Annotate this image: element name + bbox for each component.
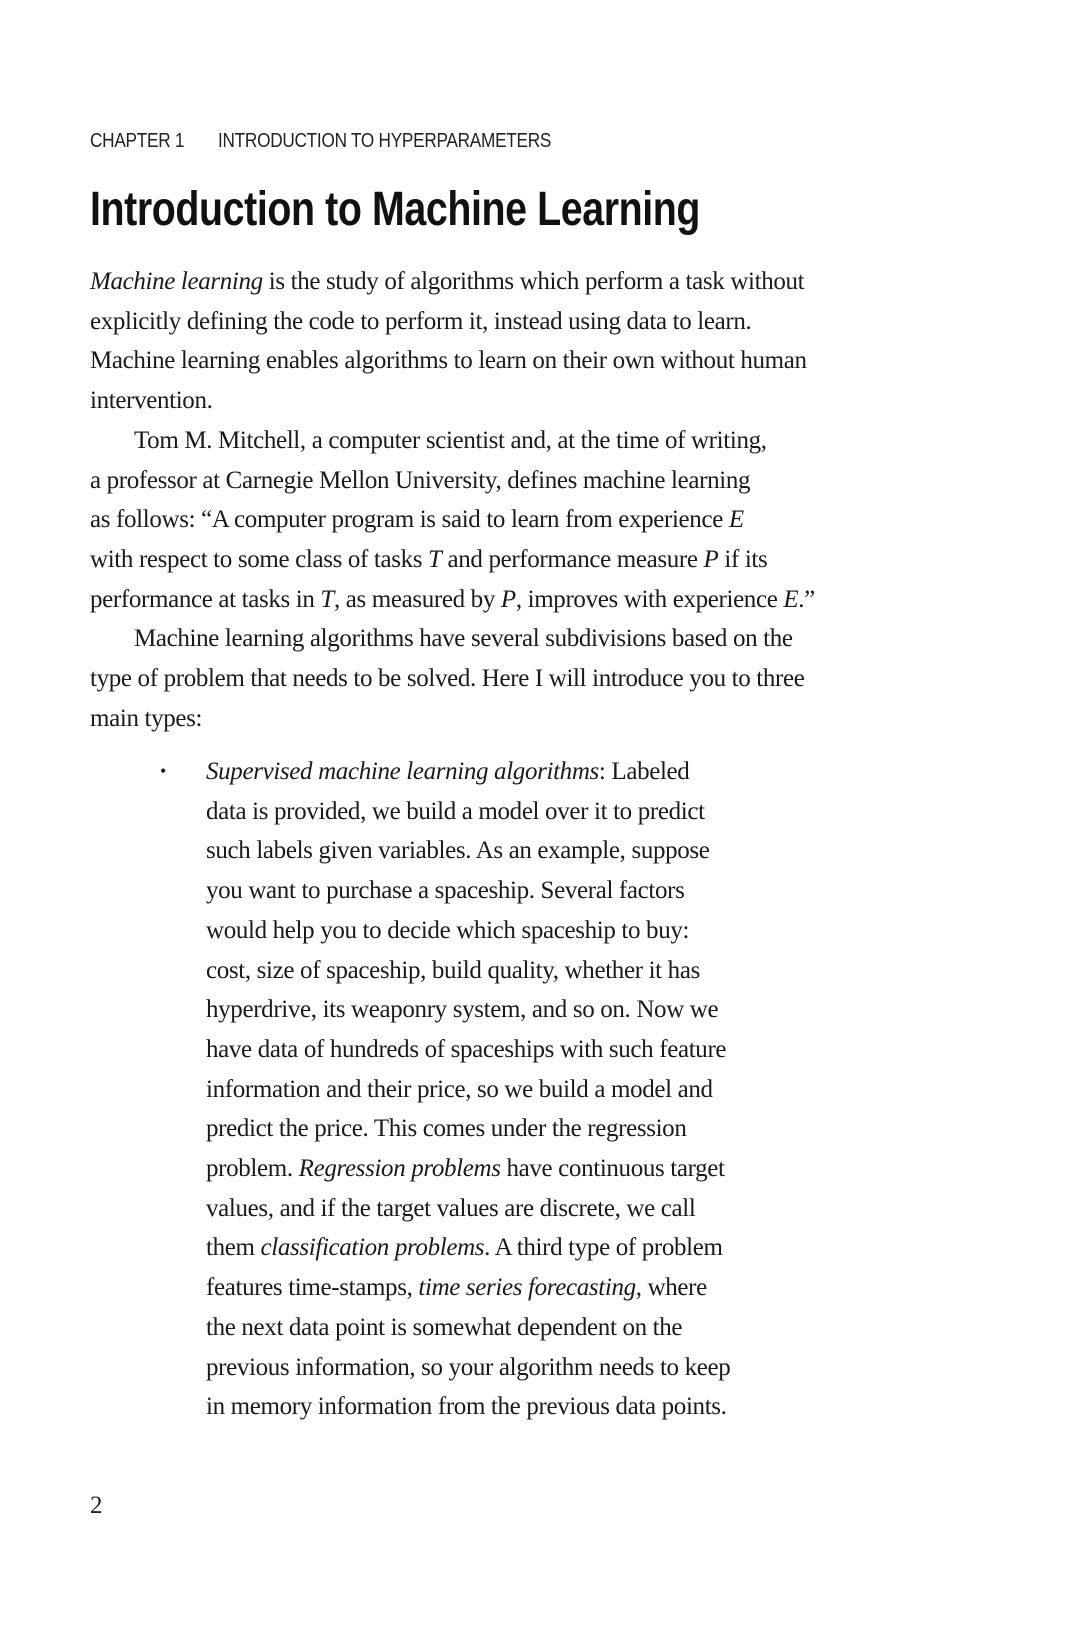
list-item-supervised-learning bbox=[160, 752, 860, 1427]
text-line: hyperdrive, its weaponry system, and so on. Now we bbox=[206, 996, 719, 1024]
bullet-list bbox=[160, 752, 860, 1427]
text-span: performance at tasks in bbox=[90, 585, 321, 613]
paragraph-subdivisions bbox=[90, 619, 990, 738]
text-span: them bbox=[206, 1234, 261, 1262]
text-span: . A third type of problem bbox=[484, 1234, 723, 1262]
text-span: : Labeled bbox=[598, 758, 690, 785]
section-title: Introduction to Machine Learning bbox=[90, 183, 701, 236]
text-line: in memory information from the previous data points. bbox=[206, 1393, 727, 1421]
variable-P: P bbox=[703, 545, 719, 573]
text-span: , as measured by bbox=[333, 585, 501, 613]
page-number: 2 bbox=[90, 1492, 103, 1519]
text-span: .” bbox=[798, 585, 815, 613]
text-span: is the study of algorithms which perform a task without bbox=[262, 268, 805, 295]
text-line: previous information, so your algorithm needs to keep bbox=[206, 1353, 731, 1381]
text-span: have continuous target bbox=[500, 1155, 725, 1183]
text-line: intervention. bbox=[90, 387, 213, 415]
emphasis-term: Supervised machine learning algorithms bbox=[206, 758, 599, 785]
text-line: Tom M. Mitchell, a computer scientist and, at the time of writing, bbox=[134, 426, 767, 454]
text-line: values, and if the target values are discrete, we call bbox=[206, 1194, 696, 1222]
text-line bbox=[90, 540, 990, 580]
emphasis-term: Machine learning bbox=[90, 268, 263, 295]
chapter-number: CHAPTER 1 bbox=[90, 130, 185, 152]
text-span: with respect to some class of tasks bbox=[90, 545, 429, 573]
text-span: , where bbox=[635, 1274, 707, 1302]
text-span: and performance measure bbox=[441, 545, 704, 573]
paragraph-definition bbox=[90, 262, 990, 421]
variable-T: T bbox=[428, 545, 442, 573]
text-line bbox=[90, 500, 990, 540]
text-line: you want to purchase a spaceship. Several factors bbox=[206, 877, 685, 905]
running-head bbox=[90, 130, 551, 153]
body-text bbox=[90, 262, 990, 738]
variable-T: T bbox=[320, 585, 334, 613]
text-line: predict the price. This comes under the regression bbox=[206, 1115, 687, 1143]
variable-E: E bbox=[783, 585, 799, 613]
chapter-title: INTRODUCTION TO HYPERPARAMETERS bbox=[217, 130, 552, 152]
emphasis-term: time series forecasting bbox=[418, 1274, 636, 1302]
text-line: main types: bbox=[90, 704, 203, 732]
bullet-icon: • bbox=[160, 761, 166, 781]
text-line: would help you to decide which spaceship to buy: bbox=[206, 916, 690, 944]
text-line: have data of hundreds of spaceships with such feature bbox=[206, 1035, 727, 1063]
text-span: , improves with experience bbox=[515, 585, 784, 613]
text-line: such labels given variables. As an example, suppose bbox=[206, 837, 710, 865]
text-span: features time-stamps, bbox=[206, 1274, 419, 1302]
paragraph-mitchell-quote bbox=[90, 421, 990, 620]
text-line bbox=[206, 1228, 860, 1268]
text-span: problem. bbox=[206, 1155, 299, 1183]
emphasis-term: classification problems bbox=[260, 1234, 485, 1262]
text-line: the next data point is somewhat dependent on the bbox=[206, 1313, 683, 1341]
text-line: Machine learning algorithms have several subdivisions based on the bbox=[134, 625, 793, 653]
text-span: if its bbox=[718, 545, 768, 573]
text-line: information and their price, so we build a model and bbox=[206, 1075, 713, 1103]
text-line: data is provided, we build a model over it to predict bbox=[206, 797, 705, 825]
text-line: type of problem that needs to be solved. Here I will introduce you to three bbox=[90, 665, 805, 693]
text-line bbox=[90, 580, 990, 620]
text-line: cost, size of spaceship, build quality, whether it has bbox=[206, 956, 700, 984]
text-line bbox=[206, 752, 860, 792]
text-line bbox=[206, 1268, 860, 1308]
text-line: Machine learning enables algorithms to learn on their own without human bbox=[90, 347, 807, 375]
text-line bbox=[206, 1149, 860, 1189]
variable-E: E bbox=[728, 506, 744, 534]
text-span: as follows: “A computer program is said to learn from experience bbox=[90, 506, 729, 534]
variable-P: P bbox=[500, 585, 516, 613]
text-line: explicitly defining the code to perform it, instead using data to learn. bbox=[90, 307, 752, 335]
text-line bbox=[90, 262, 990, 302]
emphasis-term: Regression problems bbox=[298, 1155, 501, 1183]
text-line: a professor at Carnegie Mellon University, defines machine learning bbox=[90, 466, 751, 494]
